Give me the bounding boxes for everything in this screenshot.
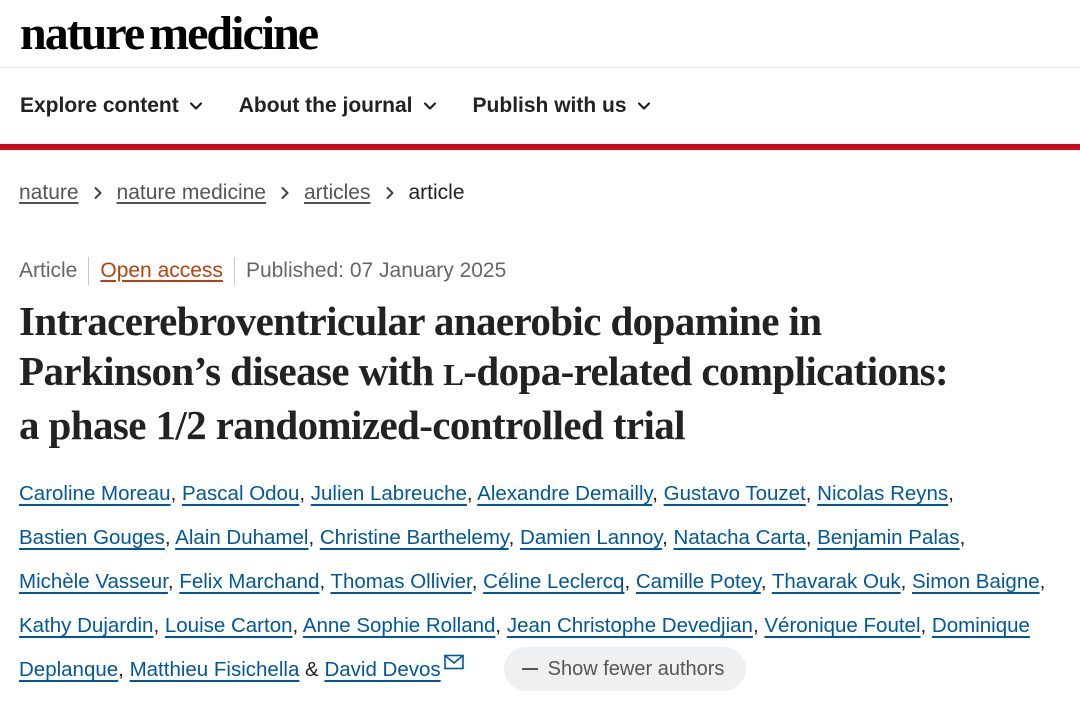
author-link[interactable]: Bastien Gouges: [19, 526, 165, 549]
article-meta: [19, 255, 506, 287]
author-link[interactable]: Damien Lannoy: [520, 526, 663, 549]
mail-icon[interactable]: [444, 654, 464, 670]
nav-item-label: Publish with us: [472, 94, 627, 117]
author-link[interactable]: Anne Sophie Rolland: [302, 614, 496, 637]
nav-about-journal[interactable]: [239, 94, 437, 118]
breadcrumb-nature[interactable]: nature: [19, 181, 79, 204]
nav-explore-content[interactable]: [20, 94, 203, 118]
main-nav: [20, 88, 651, 124]
breadcrumb-nature-medicine[interactable]: nature medicine: [116, 181, 266, 204]
author-link[interactable]: Caroline Moreau: [19, 482, 171, 505]
author-link[interactable]: Camille Potey: [635, 570, 761, 593]
chevron-right-icon: [280, 186, 290, 200]
author-link[interactable]: Felix Marchand: [179, 570, 320, 593]
article-title: [19, 296, 1069, 450]
nav-item-label: About the journal: [238, 94, 413, 117]
author-link[interactable]: Benjamin Palas: [817, 526, 960, 549]
title-line: Parkinson’s disease with: [19, 348, 444, 394]
show-fewer-authors-button[interactable]: [504, 647, 747, 691]
author-link[interactable]: Jean Christophe Devedjian: [506, 614, 753, 637]
chevron-right-icon: [385, 186, 395, 200]
author-link[interactable]: Véronique Foutel: [764, 614, 921, 637]
author-link[interactable]: Julien Labreuche: [310, 482, 467, 505]
author-link[interactable]: Alain Duhamel: [175, 526, 309, 549]
author-link-corresponding[interactable]: David Devos: [324, 658, 441, 681]
logo-text[interactable]: nature medicine: [20, 7, 318, 60]
author-link[interactable]: Christine Barthelemy: [319, 526, 509, 549]
author-link[interactable]: Michèle Vasseur: [19, 570, 168, 593]
author-link[interactable]: Natacha Carta: [673, 526, 806, 549]
title-line: -dopa-related complications:: [463, 348, 949, 394]
nav-publish-with-us[interactable]: [473, 94, 651, 118]
author-link[interactable]: Matthieu Fisichella: [129, 658, 300, 681]
accent-bar: [0, 144, 1080, 150]
author-link[interactable]: Kathy Dujardin: [19, 614, 154, 637]
article-type: Article: [19, 259, 78, 282]
title-line: a phase 1/2 randomized-controlled trial: [19, 402, 685, 448]
nav-item-label: Explore content: [20, 94, 179, 117]
chevron-down-icon: [189, 99, 203, 113]
chevron-right-icon: [93, 186, 103, 200]
dash-icon: [522, 668, 538, 670]
author-link[interactable]: Gustavo Touzet: [663, 482, 806, 505]
breadcrumb: [19, 179, 465, 207]
show-fewer-label: Show fewer authors: [547, 657, 725, 680]
logo[interactable]: [20, 6, 317, 62]
authors-conjunction: &: [305, 658, 319, 681]
author-link[interactable]: Pascal Odou: [181, 482, 300, 505]
chevron-down-icon: [637, 99, 651, 113]
open-access-link[interactable]: Open access: [100, 259, 223, 282]
meta-divider: [234, 257, 235, 285]
author-link[interactable]: Thavarak Ouk: [771, 570, 901, 593]
author-link[interactable]: Simon Baigne: [912, 570, 1040, 593]
breadcrumb-articles[interactable]: articles: [303, 181, 371, 204]
published-date: Published: 07 January 2025: [245, 259, 507, 282]
chevron-down-icon: [423, 99, 437, 113]
header-divider: [0, 67, 1080, 68]
author-link[interactable]: Thomas Ollivier: [330, 570, 472, 593]
meta-divider: [88, 257, 89, 285]
author-link[interactable]: Louise Carton: [164, 614, 293, 637]
title-line: Intracerebroventricular anaerobic dopamine in: [19, 298, 822, 344]
author-link[interactable]: Nicolas Reyns: [817, 482, 949, 505]
author-link[interactable]: Alexandre Demailly: [477, 482, 653, 505]
title-small-caps-l: L: [443, 357, 464, 392]
breadcrumb-current: article: [408, 181, 465, 204]
author-list: Caroline Moreau, Pascal Odou, Julien Labreuche, Alexandre Demailly, Gustavo Touzet, Nicolas Reyns, Bastien Gouges, Alain Duhamel, Christine Barthelemy, Damien Lannoy, Natacha Carta, Benjamin Palas, Michèle Vasseur, Felix Marchand, Thomas Ollivier, Céline Leclercq, Camille Potey, Thavarak Ouk, Simon Baigne, Kathy Dujardin, Louise Carton, Anne Sophie Rolland, Jean Christophe Devedjian, Véronique Foutel, Dominique Deplanque, Matthieu Fisichella & David Devos Show fewer authors: [19, 472, 1069, 693]
author-link[interactable]: Céline Leclercq: [483, 570, 625, 593]
author-link[interactable]: Dominique Deplanque: [19, 614, 1030, 681]
